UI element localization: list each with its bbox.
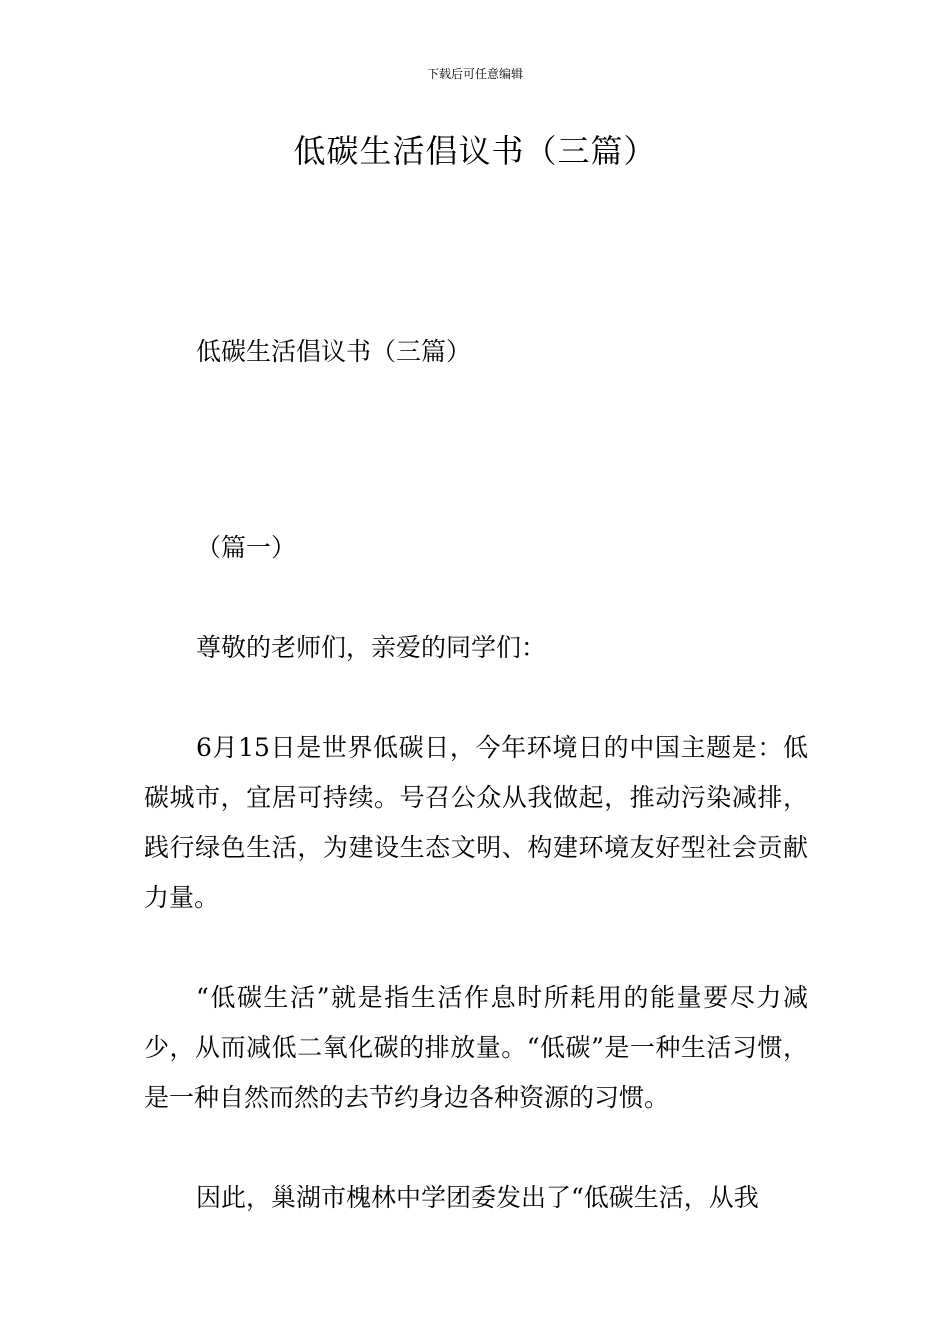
salutation: [144, 623, 808, 673]
section-label-text: （篇一）: [196, 533, 297, 562]
paragraph-text: 因此，巢湖市槐林中学团委发出了“低碳生活，从我: [196, 1183, 759, 1212]
paragraph-text: “低碳生活”就是指生活作息时所耗用的能量要尽力减少，从而减低二氧化碳的排放量。“低碳”是一种生活习惯，是一种自然而然的去节约身边各种资源的习惯。: [144, 983, 808, 1112]
document-subtitle: [144, 327, 808, 377]
subtitle-text: 低碳生活倡议书（三篇）: [196, 337, 472, 366]
salutation-text: 尊敬的老师们，亲爱的同学们：: [196, 633, 547, 662]
paragraph-1: [144, 723, 808, 923]
section-label: [144, 523, 808, 573]
paragraph-text: 6月15日是世界低碳日，今年环境日的中国主题是：低碳城市，宜居可持续。号召公众从我做起，推动污染减排，践行绿色生活，为建设生态文明、构建环境友好型社会贡献力量。: [144, 733, 808, 912]
document-title: 低碳生活倡议书（三篇）: [293, 132, 657, 170]
paragraph-3: [144, 1173, 808, 1223]
page-header-note: 下载后可任意编辑: [426, 67, 523, 81]
paragraph-2: [144, 973, 808, 1123]
